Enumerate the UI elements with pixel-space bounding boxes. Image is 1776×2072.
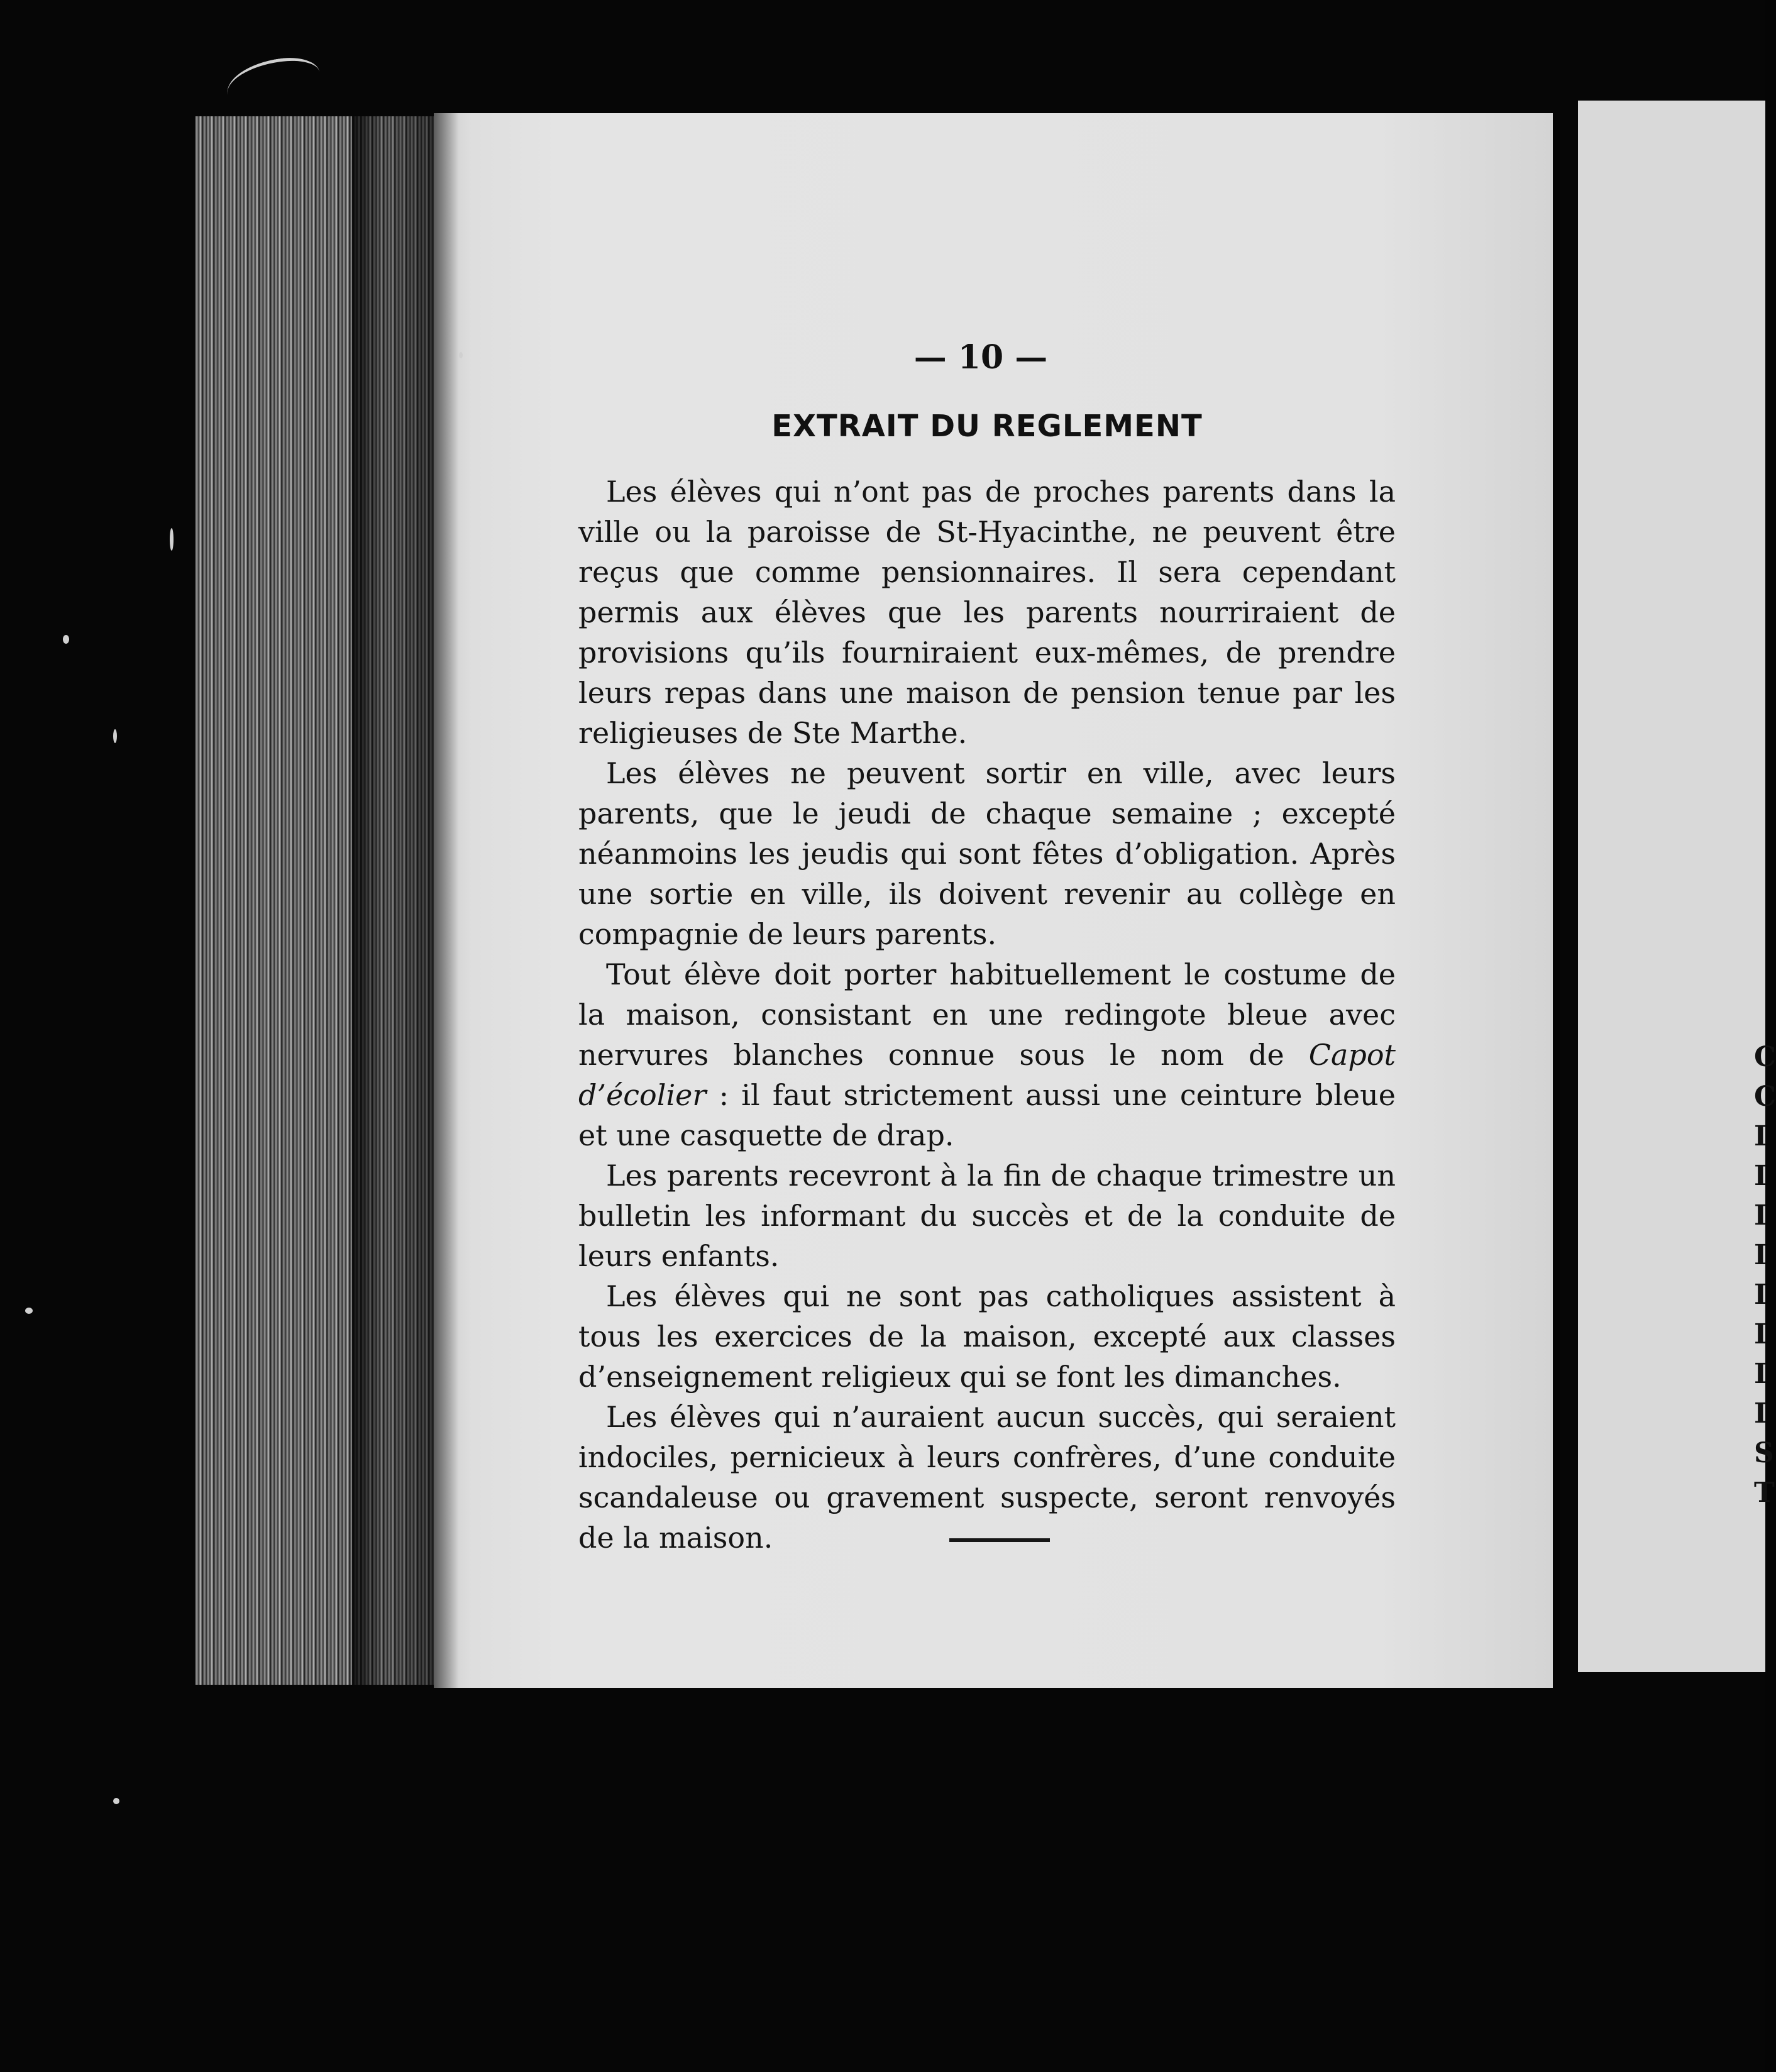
page-edges-shadow [352,116,437,1685]
facing-letter: C [1754,1081,1776,1113]
paragraph: Les élèves qui ne sont pas catholiques assistent à tous les exercices de la maison, excepté aux classes d’enseignement religieux qui se font les dimanches. [578,1279,1396,1394]
fold-mark [224,53,324,113]
facing-letter: I [1754,1358,1767,1390]
dust-speck [170,528,174,551]
facing-page-edge [1578,101,1776,1672]
facing-letter: T [1754,1477,1775,1509]
paragraph-text: Tout élève doit porter habituellement le costume de la maison, consistant en une redingote bleue avec nervures blanches connue sous le nom de [578,957,1396,1072]
facing-letter: I [1754,1239,1767,1271]
facing-letter: I [1754,1318,1767,1350]
page-gutter-shadow [434,113,459,1688]
dust-speck [113,1798,119,1804]
dust-speck [113,729,117,743]
paragraph-text: : il faut strictement aussi une ceinture bleue et une casquette de drap. [578,1078,1396,1152]
paragraph: Les élèves qui n’auraient aucun succès, qui seraient indociles, pernicieux à leurs confrères, d’une conduite scandaleuse ou gravement suspecte, seront renvoyés de la maison. [578,1400,1396,1555]
facing-letter: I [1754,1160,1767,1192]
dust-speck [25,1308,33,1314]
facing-letter: I [1754,1199,1767,1232]
facing-letter: C [1754,1041,1776,1073]
facing-letter: I [1754,1397,1767,1430]
paragraph: Les élèves qui n’ont pas de proches parents dans la ville ou la paroisse de St-Hyacinthe, ne peuvent être reçus que comme pensionnaires. Il sera cependant permis aux élèves que les parents nourriraient de provisions qu’ils fourniraient eux-mêmes, de prendre leurs repas dans une maison de pension tenue par les religieuses de Ste Marthe. [578,475,1396,750]
paragraph [578,954,1396,1155]
dust-speck [459,352,463,358]
body-text [578,471,1396,1558]
dust-speck [63,635,69,644]
facing-page-letters [1754,1037,1776,1513]
facing-letter: S [1754,1437,1774,1469]
facing-letter: I [1754,1279,1767,1311]
end-rule-divider [949,1538,1050,1542]
paragraph: Les parents recevront à la fin de chaque trimestre un bulletin les informant du succès et de la conduite de leurs enfants. [578,1159,1396,1273]
facing-letter: I [1754,1120,1767,1152]
page-number: — 10 — [913,338,1048,377]
paragraph: Les élèves ne peuvent sortir en ville, avec leurs parents, que le jeudi de chaque semaine ; excepté néanmoins les jeudis qui sont fêtes d’obligation. Après une sortie en ville, ils doivent revenir au collège en compagnie de leurs parents. [578,756,1396,951]
page-heading: EXTRAIT DU REGLEMENT [771,409,1203,444]
paragraph-italic-text: Capot d’écolier [578,1038,1396,1112]
